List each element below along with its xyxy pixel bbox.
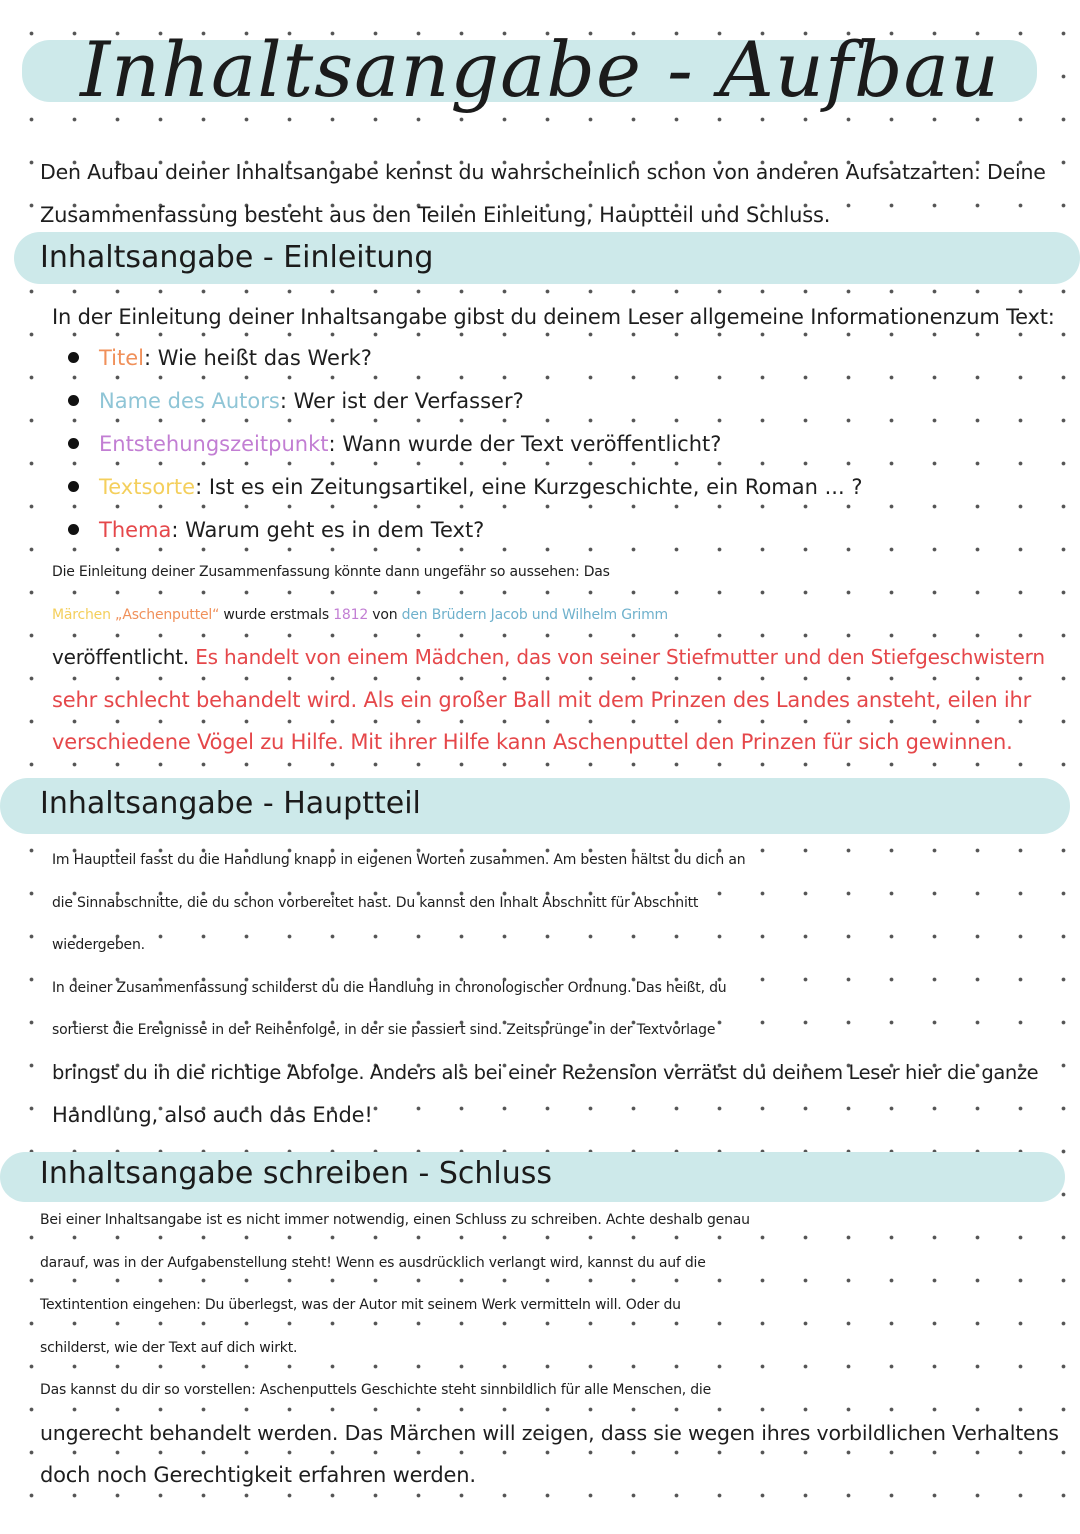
bullet-icon [68,524,79,535]
term-question: : Ist es ein Zeitungsartikel, eine Kurzgeschichte, ein Roman ... ? [195,475,863,499]
bullet-icon [68,481,79,492]
intro-line: Den Aufbau deiner Inhaltsangabe kennst du wahrscheinlich schon von anderen Aufsatzarten: Deine [40,160,1046,184]
hauptteil-paragraph [52,839,1038,1137]
schluss-line: Textintention eingehen: Du überlegst, was der Autor mit seinem Werk vermitteln will. Oder du [40,1297,681,1313]
list-item [68,337,862,380]
example-text: wurde erstmals [219,606,334,623]
example-line [52,636,1045,679]
schluss-heading: Inhaltsangabe schreiben - Schluss [40,1156,553,1191]
list-item [68,380,862,423]
term-titel: Titel [99,346,145,370]
example-work: „Aschenputtel“ [110,606,220,623]
example-year: 1812 [333,606,369,623]
term-thema: Thema [99,518,172,542]
intro-paragraph [40,151,1046,236]
example-genre: Märchen [52,606,111,623]
bullet-icon [68,352,79,363]
schluss-line: darauf, was in der Aufgabenstellung steht! Wenn es ausdrücklich verlangt wird, kannst du auf die [40,1254,706,1271]
hauptteil-line: bringst du in die richtige Abfolge. Anders als bei einer Rezension verrätst du deinem Leser hier die ganze [52,1060,1039,1084]
list-item [68,509,862,552]
list-item [68,466,862,509]
term-question: : Wie heißt das Werk? [144,346,372,370]
term-question: : Warum geht es in dem Text? [171,518,485,542]
term-question: : Wann wurde der Text veröffentlicht? [328,432,722,456]
example-line [52,594,1045,637]
example-text: veröffentlicht. [52,645,196,669]
hauptteil-line: sortierst die Ereignisse in der Reihenfolge, in der sie passiert sind. Zeitsprünge in der Textvorlage [52,1022,716,1038]
schluss-line: doch noch Gerechtigkeit erfahren werden. [40,1463,476,1487]
hauptteil-heading: Inhaltsangabe - Hauptteil [40,786,421,821]
schluss-line: ungerecht behandelt werden. Das Märchen will zeigen, dass sie wegen ihres vorbildlichen Verhaltens [40,1420,1059,1445]
schluss-line: schilderst, wie der Text auf dich wirkt. [40,1339,298,1356]
term-textsorte: Textsorte [99,475,196,499]
example-theme: Es handelt von einem Mädchen, das von seiner Stiefmutter und den Stiefgeschwistern [195,645,1045,669]
einleitung-bullet-list [68,337,862,552]
example-theme: sehr schlecht behandelt wird. Als ein großer Ball mit dem Prinzen des Landes ansteht, eilen ihr [52,687,1032,712]
example-theme: verschiedene Vögel zu Hilfe. Mit ihrer Hilfe kann Aschenputtel den Prinzen für sich gewinnen. [52,730,1013,754]
einleitung-example [52,551,1045,764]
hauptteil-line: wiedergeben. [52,937,145,953]
schluss-line: Bei einer Inhaltsangabe ist es nicht immer notwendig, einen Schluss zu schreiben. Achte deshalb genau [40,1212,750,1228]
page-title: Inhaltsangabe - Aufbau [80,25,1000,114]
intro-line: Zusammenfassung besteht aus den Teilen Einleitung, Hauptteil und Schluss. [40,202,831,227]
example-text: von [368,606,402,623]
hauptteil-line: Handlung, also auch das Ende! [52,1103,373,1127]
bullet-icon [68,395,79,406]
bullet-icon [68,438,79,449]
term-zeitpunkt: Entstehungszeitpunkt [99,432,329,456]
einleitung-lead: In der Einleitung deiner Inhaltsangabe gibst du deinem Leser allgemeine Informationenzum Text: [52,305,1055,329]
term-autor: Name des Autors [99,389,280,413]
list-item [68,423,862,466]
schluss-paragraph [40,1199,1059,1497]
einleitung-heading: Inhaltsangabe - Einleitung [40,240,434,275]
schluss-line: Das kannst du dir so vorstellen: Aschenputtels Geschichte steht sinnbildlich für alle Menschen, die [40,1382,712,1398]
hauptteil-line: In deiner Zusammenfassung schilderst du die Handlung in chronologischer Ordnung. Das heißt, du [52,979,727,996]
example-authors: den Brüdern Jacob und Wilhelm Grimm [401,606,669,623]
term-question: : Wer ist der Verfasser? [279,389,524,413]
example-line: Die Einleitung deiner Zusammenfassung könnte dann ungefähr so aussehen: Das [52,564,610,580]
hauptteil-line: die Sinnabschnitte, die du schon vorbereitet hast. Du kannst den Inhalt Abschnitt für Abschnitt [52,894,699,911]
hauptteil-line: Im Hauptteil fasst du die Handlung knapp in eigenen Worten zusammen. Am besten hältst du dich an [52,852,746,868]
